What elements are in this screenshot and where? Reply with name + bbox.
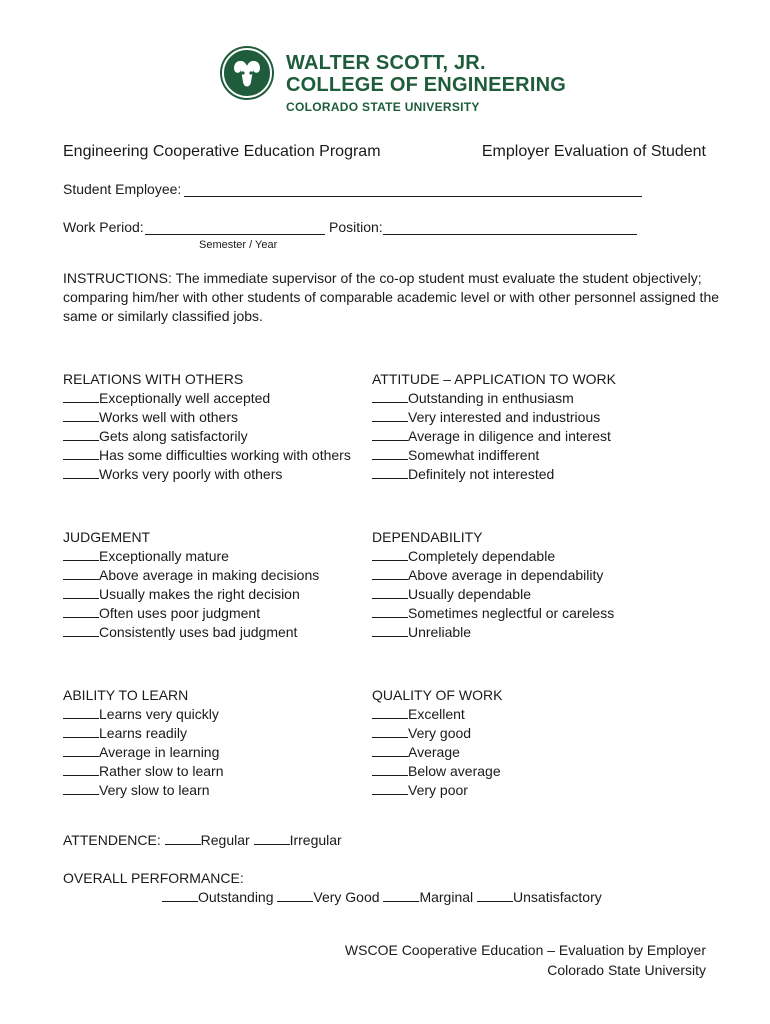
rating-blank[interactable]	[63, 605, 99, 618]
rating-blank[interactable]	[372, 548, 408, 561]
section-attitude	[372, 370, 616, 484]
section-judgement	[63, 528, 319, 642]
rating-blank[interactable]	[372, 567, 408, 580]
attendance-option: Regular	[200, 832, 250, 848]
list-item: Has some difficulties working with others	[63, 446, 351, 465]
rating-blank[interactable]	[383, 889, 419, 902]
rating-blank[interactable]	[372, 706, 408, 719]
rating-blank[interactable]	[63, 567, 99, 580]
footer-line1: WSCOE Cooperative Education – Evaluation by Employer	[344, 942, 706, 958]
ram-head-icon	[220, 46, 274, 100]
list-item: Average	[372, 743, 502, 762]
rating-blank[interactable]	[63, 725, 99, 738]
footer	[345, 940, 706, 980]
rating-blank[interactable]	[372, 447, 408, 460]
college-logo	[220, 46, 566, 118]
rating-blank[interactable]	[477, 889, 513, 902]
list-item: Very slow to learn	[63, 781, 224, 800]
overall-performance-options	[162, 889, 602, 905]
list-item: Average in learning	[63, 743, 224, 762]
section-title: DEPENDABILITY	[372, 529, 483, 545]
list-item: Usually dependable	[372, 585, 614, 604]
position-label: Position:	[329, 219, 383, 235]
rating-blank[interactable]	[63, 548, 99, 561]
rating-blank[interactable]	[372, 725, 408, 738]
attendance-row	[63, 832, 342, 848]
rating-blank[interactable]	[63, 586, 99, 599]
rating-blank[interactable]	[165, 832, 201, 845]
rating-blank[interactable]	[63, 624, 99, 637]
logo-university: COLORADO STATE UNIVERSITY	[286, 100, 480, 114]
list-item: Somewhat indifferent	[372, 446, 616, 465]
logo-title-line1: WALTER SCOTT, JR.	[286, 52, 486, 74]
rating-blank[interactable]	[63, 447, 99, 460]
list-item: Learns readily	[63, 724, 224, 743]
footer-line2: Colorado State University	[547, 962, 706, 978]
program-title: Engineering Cooperative Education Program	[63, 143, 381, 160]
rating-blank[interactable]	[63, 409, 99, 422]
overall-performance-label: OVERALL PERFORMANCE:	[63, 870, 244, 886]
list-item: Above average in dependability	[372, 566, 614, 585]
list-item: Completely dependable	[372, 547, 614, 566]
student-employee-field[interactable]	[184, 196, 642, 197]
rating-blank[interactable]	[372, 409, 408, 422]
section-title: QUALITY OF WORK	[372, 687, 503, 703]
list-item: Definitely not interested	[372, 465, 616, 484]
list-item: Works very poorly with others	[63, 465, 351, 484]
list-item: Very good	[372, 724, 502, 743]
rating-blank[interactable]	[372, 586, 408, 599]
semester-year-caption: Semester / Year	[199, 239, 278, 251]
list-item: Below average	[372, 762, 502, 781]
section-title: RELATIONS WITH OTHERS	[63, 371, 244, 387]
overall-option: Marginal	[419, 889, 474, 905]
rating-blank[interactable]	[63, 706, 99, 719]
attendance-option: Irregular	[289, 832, 342, 848]
list-item: Rather slow to learn	[63, 762, 224, 781]
rating-blank[interactable]	[372, 390, 408, 403]
list-item: Exceptionally well accepted	[63, 389, 351, 408]
section-relations	[63, 370, 351, 484]
section-ability-to-learn	[63, 686, 224, 800]
rating-blank[interactable]	[372, 744, 408, 757]
rating-blank[interactable]	[372, 624, 408, 637]
section-title: JUDGEMENT	[63, 529, 151, 545]
rating-blank[interactable]	[372, 763, 408, 776]
overall-option: Unsatisfactory	[513, 889, 602, 905]
attendance-label: ATTENDENCE:	[63, 832, 161, 848]
rating-blank[interactable]	[372, 605, 408, 618]
list-item: Usually makes the right decision	[63, 585, 319, 604]
overall-option: Outstanding	[198, 889, 274, 905]
rating-blank[interactable]	[372, 782, 408, 795]
instructions: INSTRUCTIONS: The immediate supervisor of the co-op student must evaluate the student objectively; comparing him/her with other students of comparable academic level or with other personnel assigned the same or similarly classified jobs.	[63, 270, 720, 324]
rating-blank[interactable]	[254, 832, 290, 845]
list-item: Sometimes neglectful or careless	[372, 604, 614, 623]
student-employee-label: Student Employee:	[63, 181, 182, 197]
section-title: ABILITY TO LEARN	[63, 687, 189, 703]
list-item: Excellent	[372, 705, 502, 724]
position-field[interactable]	[383, 234, 637, 235]
list-item: Consistently uses bad judgment	[63, 623, 319, 642]
rating-blank[interactable]	[63, 390, 99, 403]
rating-blank[interactable]	[162, 889, 198, 902]
list-item: Very interested and industrious	[372, 408, 616, 427]
list-item: Average in diligence and interest	[372, 427, 616, 446]
rating-blank[interactable]	[372, 428, 408, 441]
list-item: Exceptionally mature	[63, 547, 319, 566]
work-period-label: Work Period:	[63, 219, 144, 235]
list-item: Works well with others	[63, 408, 351, 427]
rating-blank[interactable]	[63, 466, 99, 479]
rating-blank[interactable]	[63, 428, 99, 441]
list-item: Gets along satisfactorily	[63, 427, 351, 446]
list-item: Above average in making decisions	[63, 566, 319, 585]
overall-option: Very Good	[313, 889, 380, 905]
rating-blank[interactable]	[63, 782, 99, 795]
rating-blank[interactable]	[63, 744, 99, 757]
list-item: Outstanding in enthusiasm	[372, 389, 616, 408]
section-quality-of-work	[372, 686, 502, 800]
list-item: Very poor	[372, 781, 502, 800]
section-title: ATTITUDE – APPLICATION TO WORK	[372, 371, 617, 387]
rating-blank[interactable]	[372, 466, 408, 479]
list-item: Learns very quickly	[63, 705, 224, 724]
logo-title-line2: COLLEGE OF ENGINEERING	[286, 74, 566, 96]
list-item: Unreliable	[372, 623, 614, 642]
rating-blank[interactable]	[63, 763, 99, 776]
work-period-field[interactable]	[145, 234, 325, 235]
list-item: Often uses poor judgment	[63, 604, 319, 623]
rating-blank[interactable]	[277, 889, 313, 902]
form-title: Employer Evaluation of Student	[481, 143, 706, 160]
section-dependability	[372, 528, 614, 642]
